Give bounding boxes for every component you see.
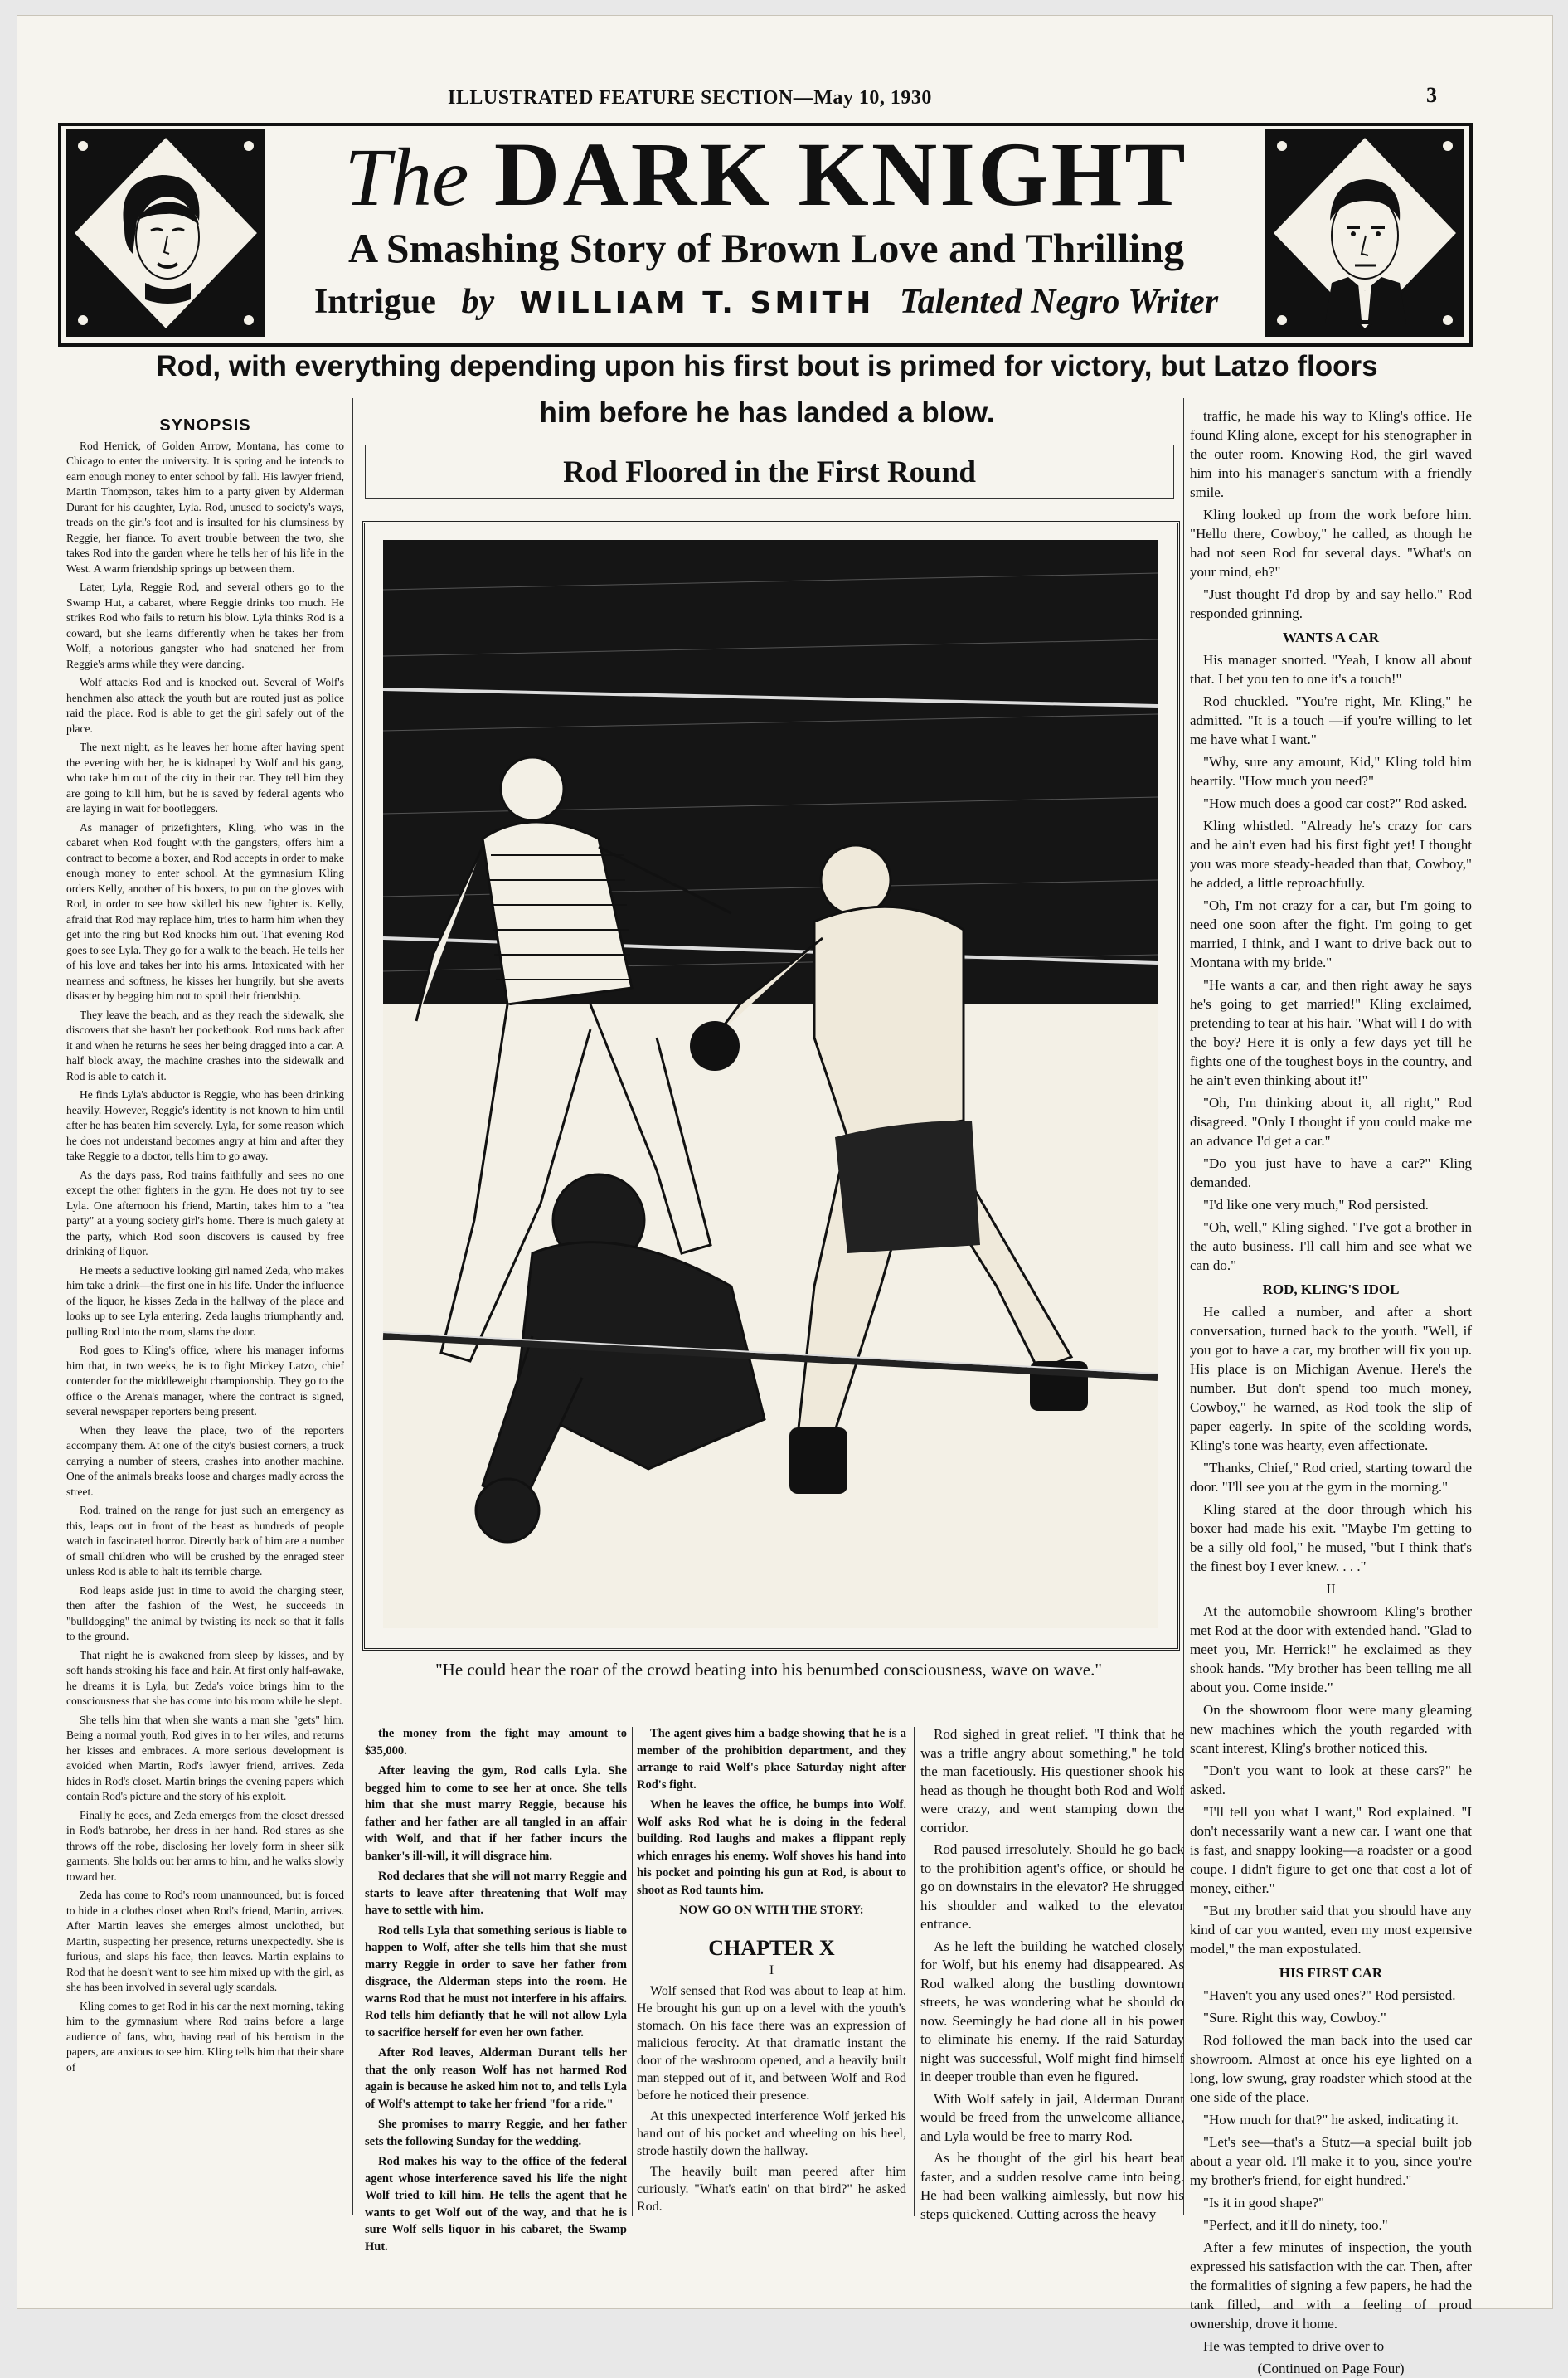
column-rule: [352, 398, 353, 2215]
text-paragraph: "He wants a car, and then right away he says he's going to get married!" Kling exclaimed, pretending to tear at his hair. "What will I do with the boy? Here it is only a few days yet till he fights one of the toughest boys in the country, and he ain't even thinking about it!": [1190, 977, 1472, 1088]
synopsis-paragraph: Rod Herrick, of Golden Arrow, Montana, has come to Chicago to enter the university. It is spring and he intends to earn enough money to enter school by fall. His lawyer friend, Martin Thompson, takes him to a party given by Alderman Durant for his daughter, Lyla. Rod, unused to society's ways, treads on the girl's foot and is insulted for his clumsiness by Reggie, her fiance. To avert trouble between the two, she takes Rod into the garden where he tells her of his life in the West. A warm friendship springs up between them.: [66, 439, 344, 575]
synopsis-paragraph: He finds Lyla's abductor is Reggie, who has been drinking heavily. However, Reggie's identity is not known to him until after he has beaten him severely. Lyla, for some reason which he does not understand becomes angry at him and after they take Reggie to a doctor, tells him to go away.: [66, 1088, 344, 1162]
man-portrait-illustration: [1265, 129, 1464, 337]
text-paragraph: When he leaves the office, he bumps into Wolf. Wolf asks Rod what he is doing in the federal building. Rod laughs and makes a flippant reply which enrages his enemy. Wolf shoves his hand into his pocket and pointing his gun at Rod, is about to shoot as Rod taunts him.: [637, 1798, 906, 1897]
synopsis-paragraph: Rod leaps aside just in time to avoid the charging steer, then after the fashion of the West, he succeeds in "bulldogging" the animal by twisting its neck so that it falls to the ground.: [66, 1583, 344, 1642]
banner-intrigue: Intrigue: [313, 283, 436, 321]
synopsis-paragraph: Zeda has come to Rod's room unannounced, but is forced to hide in a clothes closet when Rod's friend, Martin, arrives. After Martin leaves she emerges almost unclothed, but Martin, suspecting her presence, returns unexpectedly. She is furious, and slaps his face, then leaves. Martin explains to Rod that he doesn't want to see him mixed up with the girl, as she has been involved in several ugly scandals.: [66, 1889, 344, 1993]
text-paragraph: "Is it in good shape?": [1203, 2195, 1325, 2210]
text-paragraph: With Wolf safely in jail, Alderman Durant would be freed from the unwelcome alliance, and Lyla would be free to marry Rod.: [920, 2090, 1184, 2144]
synopsis-paragraph: Kling comes to get Rod in his car the next morning, taking him to the gymnasium where Rod trains before a large audience of fans, who, having read of his heroism in the papers, are anxious to see him. Kling tells him that their share of: [66, 1999, 344, 2074]
author-description: Talented Negro Writer: [899, 283, 1219, 321]
text-paragraph: "Do you just have to have a car?" Kling demanded.: [1190, 1155, 1472, 1190]
boxing-illustration: [362, 521, 1180, 1651]
text-paragraph: As he thought of the girl his heart beat faster, and a sudden resolve came into being. He had been walking aimlessly, but now his steps quickened. Cutting across the heavy: [920, 2150, 1184, 2222]
text-paragraph: "Oh, well," Kling sighed. "I've got a brother in the auto business. I'll call him and see what we can do.": [1190, 1219, 1472, 1273]
banner-by: by: [461, 283, 495, 321]
text-paragraph: "Why, sure any amount, Kid," Kling told him heartily. "How much you need?": [1190, 754, 1472, 789]
centered-line: II: [1326, 1581, 1336, 1597]
synopsis-paragraph: Rod, trained on the range for just such an emergency as this, leaps out in front of the beast as hundreds of people watch in fascinated horror. Directly back of him are a number of small children who will be crushed by the enraged steer unless Rod is able to halt its terrible charge.: [66, 1504, 344, 1578]
text-paragraph: Wolf sensed that Rod was about to leap at him. He brought his gun up on a level with the youth's stomach. On his face there was an expression of malicious ferocity. At that dramatic instant the door of the washroom opened, and a heavily built man stepped out of it, and between Wolf and Rod before he noticed their presence.: [637, 1983, 906, 2103]
text-paragraph: Kling whistled. "Already he's crazy for cars and he ain't even had his first fight yet! I thought you was more steady-headed than that, Cowboy," he added, a little reproachfully.: [1190, 818, 1472, 891]
text-paragraph: "But my brother said that you should have any kind of car you wanted, even my most expensive model," the man expostulated.: [1190, 1903, 1472, 1957]
text-paragraph: As he left the building he watched closely for Wolf, but his enemy had disappeared. As Rod walked along the bustling downtown streets, he was wondering what he should do now. Seemingly he had done all in his power to eliminate his enemy. If the raid Saturday night was successful, Wolf might find himself in deeper trouble than even he figured.: [920, 1938, 1184, 2084]
text-paragraph: After leaving the gym, Rod calls Lyla. She begged him to come to see her at once. She tells him that she must marry Reggie, because his father and her father are all tangled in an affair with Wolf, and that if her father incurs the banker's ill-will, it will disgrace him.: [365, 1764, 627, 1863]
illustration-title: Rod Floored in the First Round: [365, 445, 1174, 499]
text-paragraph: the money from the fight may amount to $35,000.: [365, 1727, 627, 1758]
now-go-on-label: NOW GO ON WITH THE STORY:: [679, 1904, 864, 1917]
text-paragraph: Rod makes his way to the office of the federal agent whose interference saved his life the night Wolf tried to kill him. He tells the agent that he wants to get Wolf out of the way, and that he is sure Wolf sells liquor in his cabaret, the Swamp Hut.: [365, 2155, 627, 2254]
banner-title: [277, 124, 1255, 227]
subheadline-line-1: Rod, with everything depending upon his first bout is primed for victory, but Latzo floors: [156, 350, 1378, 382]
text-paragraph: She promises to marry Reggie, and her father sets the following Sunday for the wedding.: [365, 2118, 627, 2148]
illustration-caption: "He could hear the roar of the crowd beating into his benumbed consciousness, wave on wave.": [435, 1660, 1102, 1680]
text-paragraph: The heavily built man peered after him curiously. "What's eatin' on that bird?" he asked Rod.: [637, 2164, 906, 2214]
text-paragraph: "Haven't you any used ones?" Rod persisted.: [1203, 1987, 1456, 2003]
synopsis-paragraph: The next night, as he leaves her home after having spent the evening with her, he is kidnaped by Wolf and his gang, who take him out of the city in their car. They tell him they are going to kill him, but he is saved by federal agents who are laying in wait for bootleggers.: [66, 741, 344, 815]
synopsis-paragraph: Later, Lyla, Reggie Rod, and several others go to the Swamp Hut, a cabaret, where Reggie drinks too much. He strikes Rod who fails to return his blow. Lyla thinks Rod is a coward, but she learns differently when he takes her from Wolf, a notorious gangster who had snatched her from Reggie's arms while they were dancing.: [66, 581, 344, 670]
text-paragraph: Rod followed the man back into the used car showroom. Almost at once his eye lighted on a long, low swung, gray roadster which stood at the one side of the place.: [1190, 2032, 1472, 2105]
text-paragraph: "How much for that?" he asked, indicating it.: [1203, 2112, 1459, 2128]
synopsis-paragraph: As the days pass, Rod trains faithfully and sees no one except the other fighters in the gym. He does not try to see Lyla. One afternoon his friend, Martin, takes him to a "tea party" at a young society girl's home. There is much gaiety at the party, which Rod soon discovers is caused by free drinking of liquor.: [66, 1168, 344, 1257]
text-paragraph: Kling looked up from the work before him. "Hello there, Cowboy," he called, as though he had not seen Rod for several days. "What's on your mind, eh?": [1190, 507, 1472, 580]
text-paragraph: He called a number, and after a short conversation, turned back to the youth. "Well, if you got to have a car, my brother will fix you up. His place is on Michigan Avenue. Here's the number. But don't spend too much money, Cowboy," he warned, as Rod took the slip of paper eagerly. In spite of the scolding words, Kling's tone was hearty, even affectionate.: [1190, 1304, 1472, 1453]
text-paragraph: "Don't you want to look at these cars?" he asked.: [1190, 1763, 1472, 1797]
synopsis-paragraph: He meets a seductive looking girl named Zeda, who makes him take a drink—the first one in his life. Under the influence of the liquor, he kisses Zeda in the hallway of the place and looks up to see Lyla entering. Zeda laughs triumphantly and, pulling Rod into the room, slams the door.: [66, 1263, 344, 1338]
author-name: WILLIAM T. SMITH: [519, 286, 875, 320]
text-paragraph: The agent gives him a badge showing that he is a member of the prohibition department, and they arrange to raid Wolf's place Saturday night after Rod's fight.: [637, 1727, 906, 1792]
text-paragraph: Rod chuckled. "You're right, Mr. Kling," he admitted. "It is a touch —if you're willing to let me have what I want.": [1190, 693, 1472, 747]
text-paragraph: Rod declares that she will not marry Reggie and starts to leave after threatening that Wolf may have to settle with him.: [365, 1870, 627, 1917]
text-paragraph: Rod tells Lyla that something serious is liable to happen to Wolf, after she tells him that she must marry Reggie in order to save her father from disgrace, the Alderman steps into the room. He warns Rod that he must not interfere in his affairs. Rod tells him defiantly that he will not allow Lyla to sacrifice herself for even her own father.: [365, 1923, 627, 2040]
text-paragraph: After Rod leaves, Alderman Durant tells her that the only reason Wolf has not harmed Rod again is because he asked him not to, and tells Lyla of Wolf's attempt to take her friend "for a ride.": [365, 2046, 627, 2111]
chapter-column: [637, 1725, 906, 2223]
synopsis-paragraph: They leave the beach, and as they reach the sidewalk, she discovers that she hasn't her pocketbook. Rod runs back after it and when he returns he sees her being dragged into a car. A half block away, the machine crashes into the sidewalk and Rod is able to catch it.: [66, 1008, 344, 1082]
synopsis-paragraph: When they leave the place, two of the reporters accompany them. At one of the city's busiest corners, a truck carrying a number of steers, crashes into another machine. One of the animals breaks loose and charges madly across the street.: [66, 1423, 344, 1498]
subsection-heading: WANTS A CAR: [1282, 630, 1380, 645]
text-paragraph: After a few minutes of inspection, the youth expressed his satisfaction with the car. Then, after the formalities of signing a few papers, he had the tank filled, and with a feeling of proud ownership, drove it home.: [1190, 2239, 1472, 2332]
text-paragraph: traffic, he made his way to Kling's office. He found Kling alone, except for his stenographer in the outer room. Knowing Rod, the girl waved him into his manager's sanctum with a friendly smile.: [1190, 408, 1472, 500]
title-banner: [58, 123, 1473, 347]
synopsis-paragraph: Wolf attacks Rod and is knocked out. Several of Wolf's henchmen also attack the youth but are routed just as police raid the place. Rod is able to get the girl safely out of the place.: [66, 676, 344, 735]
subsection-heading: ROD, KLING'S IDOL: [1262, 1281, 1400, 1297]
text-paragraph: "Let's see—that's a Stutz—a special built job about a year old. I'll make it to you, since you're my brother's friend, for eight hundred.": [1190, 2134, 1472, 2188]
text-paragraph: "Thanks, Chief," Rod cried, starting toward the door. "I'll see you at the gym in the morning.": [1190, 1460, 1472, 1495]
synopsis-paragraph: That night he is awakened from sleep by kisses, and by soft hands stroking his face and hair. At first only half-awake, he dreams it is Lyla, but Zeda's voice brings him to the consciousness that she has come into his room while he slept.: [66, 1648, 344, 1707]
woman-portrait-illustration: [66, 129, 265, 337]
synopsis-paragraph: Finally he goes, and Zeda emerges from the closet dressed in Rod's bathrobe, her dress in her hand. Rod stares as she throws off the robe, disclosing her lovely form in sheer silk garments. She holds out her arms to him, and he walks slowly toward her.: [66, 1808, 344, 1883]
text-paragraph: "How much does a good car cost?" Rod asked.: [1203, 795, 1468, 811]
text-paragraph: On the showroom floor were many gleaming new machines which the youth regarded with scant interest, Kling's brother noticed this.: [1190, 1702, 1472, 1756]
synopsis-heading: SYNOPSIS: [159, 416, 251, 435]
text-paragraph: Rod sighed in great relief. "I think that he was a trifle angry about something," he told the man facetiously. His questioner shook his head as though he thought both Rod and Wolf were crazy, and went stamping down the corridor.: [920, 1726, 1184, 1836]
banner-the: The: [344, 131, 469, 223]
chapter-heading: CHAPTER X: [708, 1935, 835, 1960]
text-paragraph: Rod paused irresolutely. Should he go back to the prohibition agent's office, or should he go on downstairs in the elevator? He shrugged his shoulder and walked to the elevator entrance.: [920, 1841, 1184, 1932]
story-column: [920, 1725, 1184, 2223]
synopsis-continuation-column: [365, 1725, 627, 2254]
right-story-column: [1190, 406, 1472, 2376]
text-paragraph: "Sure. Right this way, Cowboy.": [1203, 2010, 1386, 2025]
synopsis-paragraph: Rod goes to Kling's office, where his manager informs him that, in two weeks, he is to fight Mickey Latzo, chief contender for the middleweight championship. They go to the office o the Arena's manager, where the contract is signed, several newspaper reporters being present.: [66, 1344, 344, 1418]
text-paragraph: "Oh, I'm thinking about it, all right," Rod disagreed. "Only I thought if you could make me an advance I'd get a car.": [1190, 1095, 1472, 1149]
synopsis-paragraph: She tells him that when she wants a man she "gets" him. Being a normal youth, Rod gives in to her wiles, and returns her kisses and embraces. A more serious development is avoided when Martin, Rod's lawyer friend, arrives. Zeda hides in Rod's closet. Martin brings the evening papers which contain Rod's picture and the story of his exploit.: [66, 1713, 344, 1802]
running-head: ILLUSTRATED FEATURE SECTION—May 10, 1930: [448, 87, 932, 109]
text-paragraph: He was tempted to drive over to: [1203, 2338, 1385, 2354]
text-paragraph: "I'd like one very much," Rod persisted.: [1203, 1197, 1429, 1213]
text-paragraph: "Perfect, and it'll do ninety, too.": [1203, 2217, 1388, 2233]
text-paragraph: His manager snorted. "Yeah, I know all about that. I bet you ten to one it's a touch!": [1190, 652, 1472, 687]
banner-tagline: A Smashing Story of Brown Love and Thrilling: [347, 225, 1185, 271]
synopsis-column: [66, 418, 344, 2210]
banner-title-text: DARK KNIGHT: [493, 124, 1188, 225]
subheadline-line-2: him before he has landed a blow.: [539, 396, 995, 429]
text-paragraph: "Just thought I'd drop by and say hello." Rod responded grinning.: [1190, 586, 1472, 621]
text-paragraph: "Oh, I'm not crazy for a car, but I'm going to need one soon after the fight. I'm going to get married, I think, and I want to drive back out to Montana with my bride.": [1190, 897, 1472, 970]
subsection-heading: HIS FIRST CAR: [1279, 1965, 1383, 1981]
column-rule: [632, 1727, 633, 2216]
column-rule: [914, 1727, 915, 2216]
synopsis-paragraph: As manager of prizefighters, Kling, who was in the cabaret when Rod fought with the gangsters, offers him a contract to become a boxer, and Rod accepts in order to make enough money to enter school. At the gymnasium Kling orders Kelly, another of his boxers, to put on the gloves with Rod, in order to see how skilled his new fighter is. Kelly, afraid that Rod may replace him, tries to harm him when they get into the ring but Rod knocks him out. That evening Rod goes to see Lyla. They go for a walk to the beach. He tells her of his love and takes her into his arms. Intoxicated with her nearness and softness, he kisses her hungrily, but she averts disaster by begging him not to spoil their friendship.: [66, 820, 344, 1002]
banner-byline: [277, 279, 1255, 327]
text-paragraph: At this unexpected interference Wolf jerked his hand out of his pocket and wheeling on his heel, strode hastily down the hallway.: [637, 2108, 906, 2158]
page-number: 3: [1426, 83, 1437, 107]
text-paragraph: "I'll tell you what I want," Rod explained. "I don't necessarily want a new car. I want one that is fast, and snappy looking—a roadster or a good coupe. I didn't figure to get one that cost a lot of money, either.": [1190, 1804, 1472, 1896]
text-paragraph: At the automobile showroom Kling's brother met Rod at the door with extended hand. "Glad to meet you, Mr. Herrick!" he exclaimed as they shook hands. "My brother has been telling me all about you. Come inside.": [1190, 1603, 1472, 1695]
text-paragraph: Kling stared at the door through which his boxer had made his exit. "Maybe I'm getting to be a silly old fool," he mused, "but I think that's the finest boy I ever knew. . . .": [1190, 1501, 1472, 1574]
centered-line: (Continued on Page Four): [1257, 2361, 1405, 2376]
section-number: I: [769, 1962, 774, 1977]
